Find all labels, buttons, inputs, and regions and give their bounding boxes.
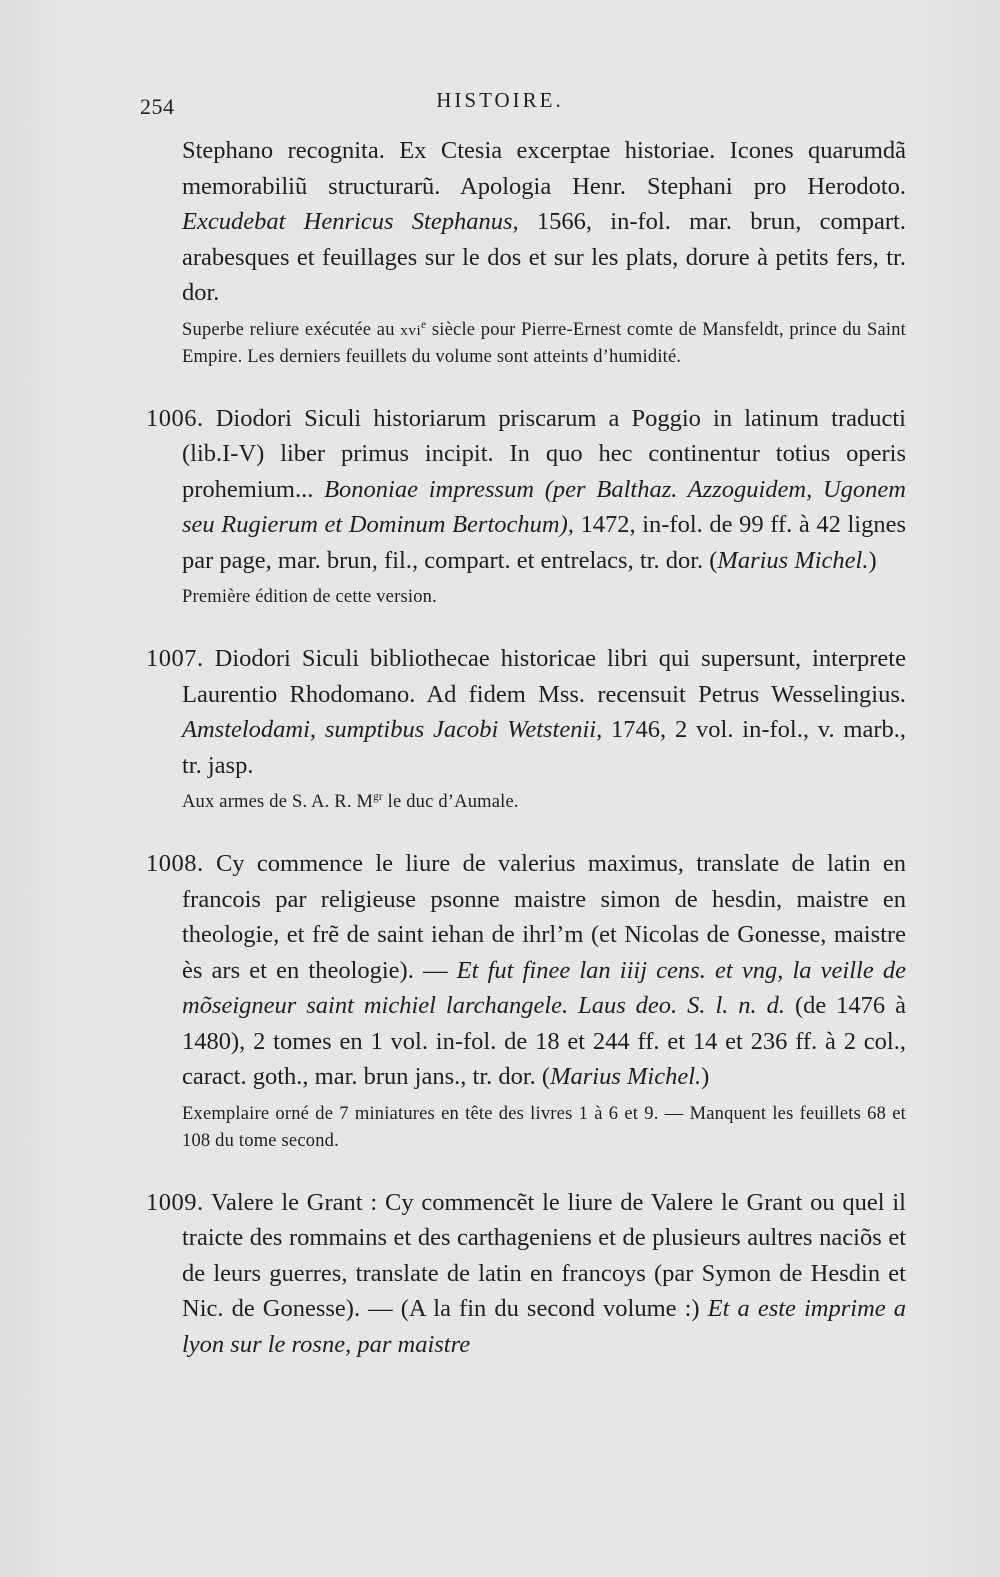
entry-1007 bbox=[146, 641, 906, 816]
century-numeral: xvi bbox=[400, 321, 422, 339]
entry-text-part: ) bbox=[868, 546, 877, 574]
entry-text-part: Stephano recognita. Ex Ctesia excerptae historiae. Icones quarumdã memorabiliũ structurarũ. Apologia Henr. Stephani pro Herodoto. bbox=[182, 137, 906, 200]
entry-text-part: Cy commence le liure de valerius maximus, translate de latin en francois par religieuse psonne maistre simon de hesdin, maistre en theologie, et frẽ de saint iehan de ihrl’m (et Nicolas de Gonesse, maistre ès ars et en theologie). — bbox=[182, 850, 906, 984]
entry-note: Première édition de cette version. bbox=[182, 587, 437, 607]
entry-text-part: (de 1476 à 1480), 2 tomes en 1 vol. in-fol. de 18 et 244 ff. et 14 et 236 ff. à 2 col., caract. goth., mar. brun jans., tr. dor. ( bbox=[182, 992, 906, 1090]
entry-continuation bbox=[146, 133, 906, 371]
entry-number: 1006. bbox=[146, 404, 204, 432]
imprint-italic: Amstelodami, sumptibus Jacobi Wetstenii, bbox=[182, 716, 603, 743]
binder-italic: Marius Michel. bbox=[550, 1063, 702, 1090]
entry-number: 1008. bbox=[146, 850, 204, 877]
page-header bbox=[0, 88, 1000, 118]
entry-1006 bbox=[146, 401, 906, 612]
running-head: HISTOIRE. bbox=[436, 88, 564, 112]
entry-note bbox=[146, 789, 906, 816]
entry-text bbox=[146, 846, 906, 1095]
entry-text-part: 1746, 2 vol. in-fol., v. marb., tr. jasp. bbox=[182, 716, 906, 779]
superscript: gr bbox=[373, 790, 383, 803]
entry-number: 1007. bbox=[146, 645, 204, 672]
note-text-part: Superbe reliure exécutée au bbox=[182, 319, 401, 340]
binder-italic: Marius Michel. bbox=[717, 546, 869, 574]
entry-text bbox=[146, 1185, 906, 1363]
entry-text bbox=[146, 133, 906, 311]
entry-text-part: 1472, in-fol. de 99 ff. à 42 lignes par page, mar. brun, fil., compart. et entrelacs, tr. dor. ( bbox=[182, 511, 906, 574]
imprint-italic: Bononiae impressum (per Balthaz. Azzoguidem, Ugonem seu Rugierum et Dominum Bertochum), bbox=[182, 475, 906, 538]
imprint-italic: Excudebat Henricus Stephanus, bbox=[182, 208, 519, 235]
superscript: e bbox=[421, 318, 427, 331]
entry-text-part: Diodori Siculi historiarum priscarum a Poggio in latinum traducti (lib.I-V) liber primus incipit. In quo hec continentur totius operis prohemium... bbox=[182, 404, 906, 503]
entry-text-part: 1566, in-fol. mar. brun, compart. arabesques et feuillages sur le dos et sur les plats, dorure à petits fers, tr. dor. bbox=[182, 208, 906, 306]
note-text-part: Aux armes de S. A. R. M bbox=[182, 792, 374, 812]
note-text-part: le duc d’Aumale. bbox=[382, 792, 519, 812]
imprint-italic: Et a este imprime a lyon sur le rosne, par maistre bbox=[182, 1295, 906, 1358]
note-text-part: siècle pour Pierre-Ernest comte de Mansfeldt, prince du Saint Empire. Les derniers feuillets du volume sont atteints d’humidité. bbox=[182, 319, 906, 367]
entry-1009 bbox=[146, 1185, 906, 1363]
entry-note: Exemplaire orné de 7 miniatures en tête des livres 1 à 6 et 9. — Manquent les feuillets 68 et 108 du tome second. bbox=[182, 1103, 906, 1151]
imprint-italic: Et fut finee lan iiij cens. et vng, la veille de mõseigneur saint michiel larchangele. Laus deo. S. l. n. d. bbox=[182, 956, 906, 1019]
entry-1008 bbox=[146, 846, 906, 1155]
page-body bbox=[146, 133, 906, 1362]
entry-text-part: ) bbox=[701, 1063, 710, 1090]
entry-number: 1009. bbox=[146, 1188, 204, 1216]
entry-text bbox=[146, 641, 906, 783]
page-number: 254 bbox=[140, 94, 175, 119]
entry-text-part: Diodori Siculi bibliothecae historicae libri qui supersunt, interprete Laurentio Rhodomano. Ad fidem Mss. recensuit Petrus Wesselingius. bbox=[182, 645, 906, 708]
entry-text-part: Valere le Grant : Cy commencẽt le liure de Valere le Grant ou quel il traicte des rommains et des carthageniens et de plusieurs aultres naciõs et de leurs guerres, translate de latin en francoys (par Symon de Hesdin et Nic. de Gonesse). — (A la fin du second volume :) bbox=[182, 1188, 906, 1322]
entry-note bbox=[146, 317, 906, 371]
entry-text bbox=[146, 401, 906, 579]
